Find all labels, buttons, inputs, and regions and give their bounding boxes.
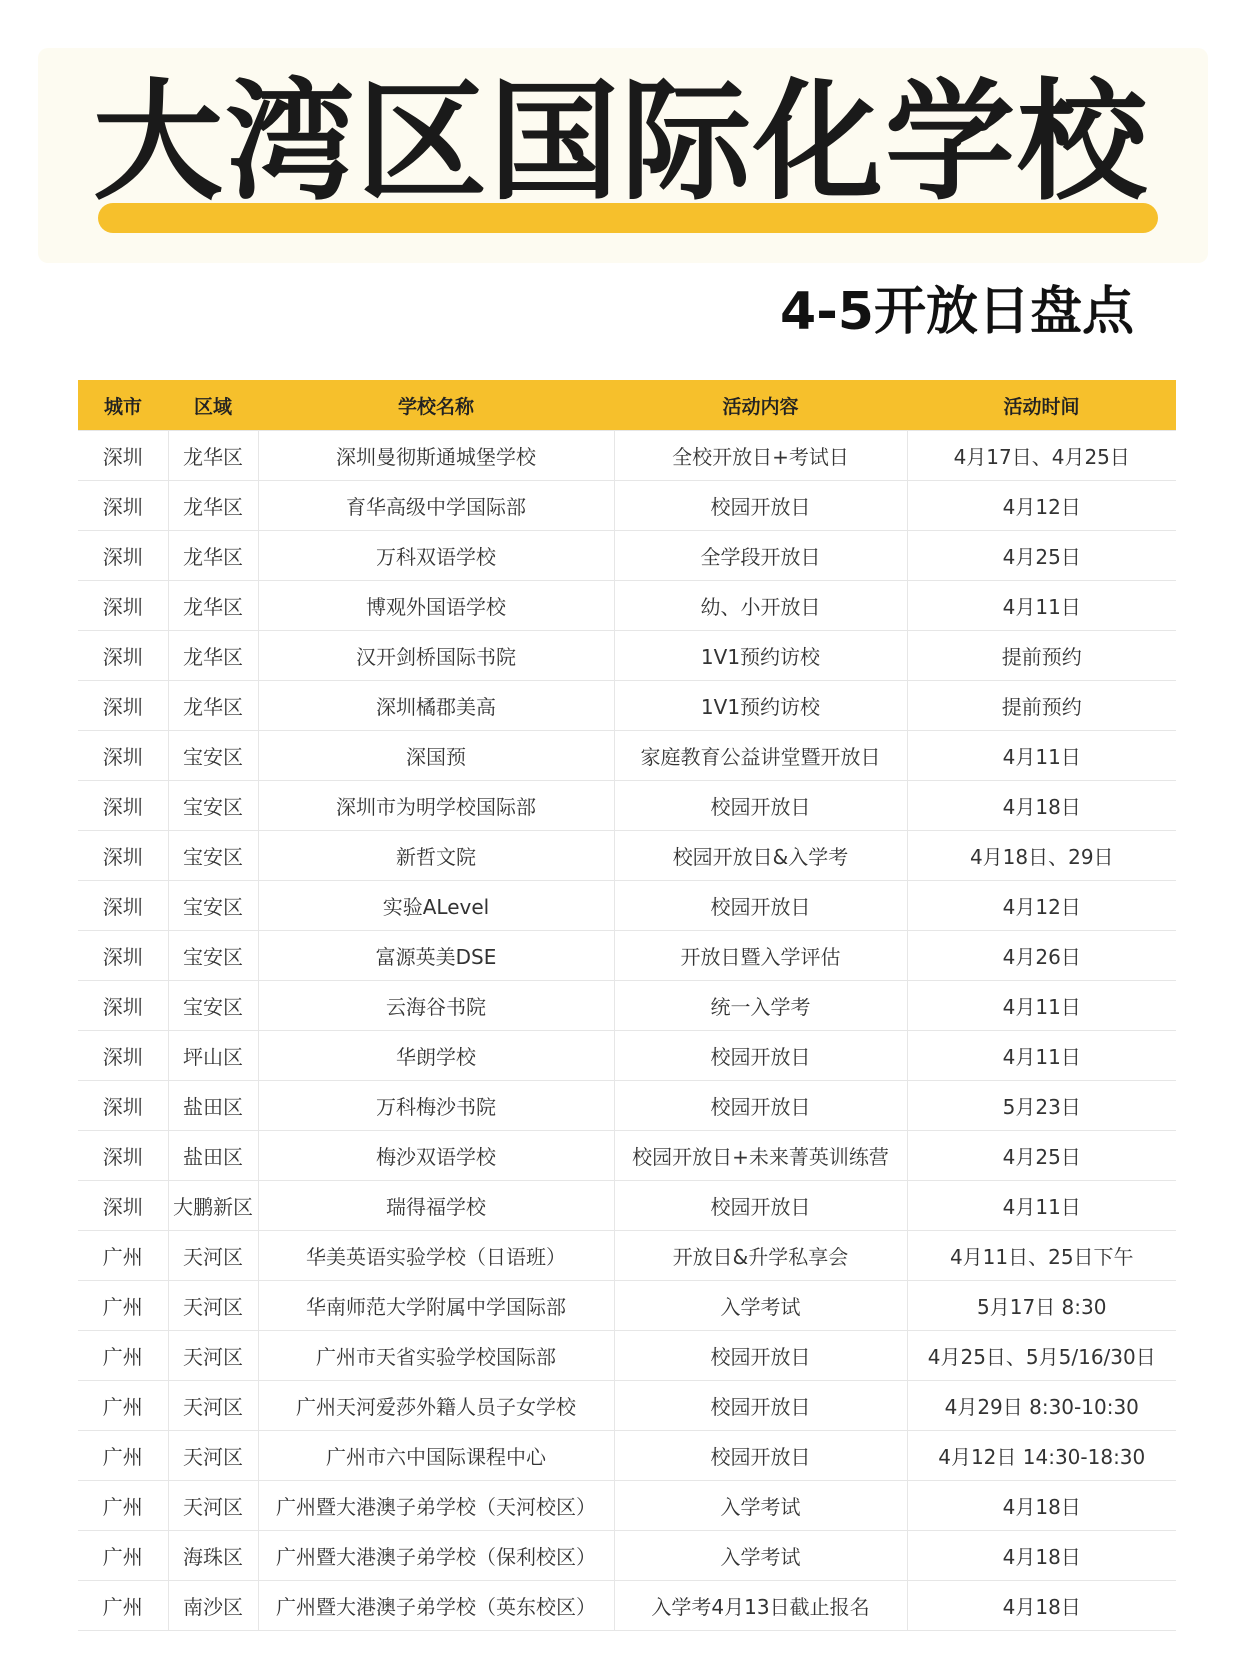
cell-school-name: 广州暨大港澳子弟学校（英东校区）: [258, 1581, 614, 1631]
cell-time: 4月18日: [907, 1531, 1176, 1581]
cell-time: 4月11日: [907, 581, 1176, 631]
cell-city: 广州: [78, 1581, 168, 1631]
cell-district: 宝安区: [168, 781, 258, 831]
cell-school-name: 万科双语学校: [258, 531, 614, 581]
cell-activity: 开放日&升学私享会: [614, 1231, 907, 1281]
table-row: [78, 1181, 1176, 1231]
cell-time: 4月12日: [907, 481, 1176, 531]
header-district: 区域: [168, 380, 258, 431]
cell-time: 提前预约: [907, 631, 1176, 681]
header-activity: 活动内容: [614, 380, 907, 431]
cell-city: 深圳: [78, 731, 168, 781]
cell-city: 深圳: [78, 631, 168, 681]
cell-school-name: 汉开剑桥国际书院: [258, 631, 614, 681]
table-body: [78, 431, 1176, 1631]
cell-city: 深圳: [78, 531, 168, 581]
cell-time: 4月18日: [907, 781, 1176, 831]
cell-activity: 入学考试: [614, 1531, 907, 1581]
cell-activity: 1V1预约访校: [614, 681, 907, 731]
cell-activity: 校园开放日: [614, 481, 907, 531]
cell-time: 4月11日、25日下午: [907, 1231, 1176, 1281]
cell-city: 广州: [78, 1431, 168, 1481]
page-subtitle: 4-5开放日盘点: [780, 282, 1134, 342]
table-row: [78, 1331, 1176, 1381]
cell-city: 广州: [78, 1331, 168, 1381]
cell-district: 天河区: [168, 1281, 258, 1331]
page-title: 大湾区国际化学校: [92, 66, 1149, 218]
cell-time: 提前预约: [907, 681, 1176, 731]
cell-city: 深圳: [78, 481, 168, 531]
table-row: [78, 631, 1176, 681]
table-row: [78, 1431, 1176, 1481]
cell-city: 深圳: [78, 781, 168, 831]
table-row: [78, 1381, 1176, 1431]
cell-activity: 校园开放日: [614, 1331, 907, 1381]
cell-city: 深圳: [78, 981, 168, 1031]
table-row: [78, 1281, 1176, 1331]
cell-activity: 入学考4月13日截止报名: [614, 1581, 907, 1631]
cell-city: 广州: [78, 1481, 168, 1531]
table-row: [78, 1531, 1176, 1581]
header-city: 城市: [78, 380, 168, 431]
cell-district: 南沙区: [168, 1581, 258, 1631]
cell-city: 深圳: [78, 1031, 168, 1081]
cell-district: 龙华区: [168, 581, 258, 631]
cell-school-name: 广州暨大港澳子弟学校（保利校区）: [258, 1531, 614, 1581]
table-row: [78, 1231, 1176, 1281]
cell-school-name: 深国预: [258, 731, 614, 781]
cell-district: 天河区: [168, 1481, 258, 1531]
cell-time: 4月25日、5月5/16/30日: [907, 1331, 1176, 1381]
cell-district: 龙华区: [168, 531, 258, 581]
cell-district: 龙华区: [168, 431, 258, 481]
table-row: [78, 431, 1176, 481]
table-row: [78, 1481, 1176, 1531]
cell-activity: 入学考试: [614, 1481, 907, 1531]
cell-city: 深圳: [78, 1081, 168, 1131]
table-row: [78, 831, 1176, 881]
cell-district: 天河区: [168, 1381, 258, 1431]
cell-city: 广州: [78, 1381, 168, 1431]
cell-city: 深圳: [78, 831, 168, 881]
table-row: [78, 781, 1176, 831]
cell-city: 深圳: [78, 881, 168, 931]
table-row: [78, 1581, 1176, 1631]
table-row: [78, 881, 1176, 931]
cell-activity: 幼、小开放日: [614, 581, 907, 631]
cell-school-name: 华美英语实验学校（日语班）: [258, 1231, 614, 1281]
table-row: [78, 481, 1176, 531]
cell-school-name: 万科梅沙书院: [258, 1081, 614, 1131]
cell-district: 宝安区: [168, 931, 258, 981]
cell-district: 龙华区: [168, 481, 258, 531]
cell-time: 4月26日: [907, 931, 1176, 981]
table-row: [78, 931, 1176, 981]
cell-activity: 开放日暨入学评估: [614, 931, 907, 981]
cell-school-name: 广州市六中国际课程中心: [258, 1431, 614, 1481]
cell-time: 4月12日 14:30-18:30: [907, 1431, 1176, 1481]
cell-school-name: 云海谷书院: [258, 981, 614, 1031]
header-school-name: 学校名称: [258, 380, 614, 431]
cell-time: 5月17日 8:30: [907, 1281, 1176, 1331]
cell-time: 4月12日: [907, 881, 1176, 931]
table-row: [78, 531, 1176, 581]
cell-school-name: 育华高级中学国际部: [258, 481, 614, 531]
cell-activity: 校园开放日+未来菁英训练营: [614, 1131, 907, 1181]
cell-school-name: 深圳市为明学校国际部: [258, 781, 614, 831]
cell-district: 龙华区: [168, 681, 258, 731]
cell-district: 天河区: [168, 1331, 258, 1381]
table-row: [78, 1081, 1176, 1131]
table-row: [78, 1131, 1176, 1181]
cell-school-name: 博观外国语学校: [258, 581, 614, 631]
cell-activity: 校园开放日: [614, 1431, 907, 1481]
cell-school-name: 瑞得福学校: [258, 1181, 614, 1231]
cell-school-name: 广州天河爱莎外籍人员子女学校: [258, 1381, 614, 1431]
cell-activity: 1V1预约访校: [614, 631, 907, 681]
cell-city: 广州: [78, 1231, 168, 1281]
cell-district: 天河区: [168, 1231, 258, 1281]
cell-school-name: 深圳曼彻斯通城堡学校: [258, 431, 614, 481]
table-row: [78, 581, 1176, 631]
cell-school-name: 富源英美DSE: [258, 931, 614, 981]
cell-district: 海珠区: [168, 1531, 258, 1581]
cell-time: 4月11日: [907, 1031, 1176, 1081]
cell-time: 4月17日、4月25日: [907, 431, 1176, 481]
cell-time: 4月25日: [907, 1131, 1176, 1181]
cell-district: 宝安区: [168, 881, 258, 931]
table-row: [78, 731, 1176, 781]
cell-time: 4月25日: [907, 531, 1176, 581]
cell-time: 4月11日: [907, 1181, 1176, 1231]
cell-school-name: 新哲文院: [258, 831, 614, 881]
table-row: [78, 681, 1176, 731]
table-header-row: [78, 380, 1176, 431]
cell-school-name: 深圳橘郡美高: [258, 681, 614, 731]
cell-school-name: 梅沙双语学校: [258, 1131, 614, 1181]
cell-city: 深圳: [78, 1181, 168, 1231]
cell-city: 深圳: [78, 681, 168, 731]
cell-district: 盐田区: [168, 1081, 258, 1131]
cell-activity: 校园开放日: [614, 881, 907, 931]
cell-district: 龙华区: [168, 631, 258, 681]
cell-activity: 校园开放日: [614, 781, 907, 831]
cell-district: 天河区: [168, 1431, 258, 1481]
table-row: [78, 1031, 1176, 1081]
cell-school-name: 广州暨大港澳子弟学校（天河校区）: [258, 1481, 614, 1531]
cell-activity: 统一入学考: [614, 981, 907, 1031]
cell-time: 4月11日: [907, 731, 1176, 781]
cell-district: 大鹏新区: [168, 1181, 258, 1231]
cell-time: 5月23日: [907, 1081, 1176, 1131]
header-time: 活动时间: [907, 380, 1176, 431]
cell-activity: 校园开放日: [614, 1181, 907, 1231]
cell-city: 广州: [78, 1281, 168, 1331]
cell-activity: 校园开放日&入学考: [614, 831, 907, 881]
cell-district: 坪山区: [168, 1031, 258, 1081]
cell-activity: 校园开放日: [614, 1081, 907, 1131]
cell-district: 盐田区: [168, 1131, 258, 1181]
cell-city: 深圳: [78, 931, 168, 981]
cell-school-name: 实验ALevel: [258, 881, 614, 931]
cell-city: 深圳: [78, 581, 168, 631]
cell-school-name: 华南师范大学附属中学国际部: [258, 1281, 614, 1331]
cell-activity: 校园开放日: [614, 1031, 907, 1081]
cell-city: 深圳: [78, 1131, 168, 1181]
cell-city: 深圳: [78, 431, 168, 481]
cell-city: 广州: [78, 1531, 168, 1581]
table-row: [78, 981, 1176, 1031]
cell-district: 宝安区: [168, 731, 258, 781]
cell-activity: 全学段开放日: [614, 531, 907, 581]
cell-activity: 家庭教育公益讲堂暨开放日: [614, 731, 907, 781]
cell-school-name: 华朗学校: [258, 1031, 614, 1081]
cell-activity: 入学考试: [614, 1281, 907, 1331]
cell-time: 4月18日: [907, 1481, 1176, 1531]
cell-time: 4月18日、29日: [907, 831, 1176, 881]
cell-activity: 校园开放日: [614, 1381, 907, 1431]
cell-activity: 全校开放日+考试日: [614, 431, 907, 481]
cell-time: 4月29日 8:30-10:30: [907, 1381, 1176, 1431]
cell-time: 4月18日: [907, 1581, 1176, 1631]
cell-time: 4月11日: [907, 981, 1176, 1031]
cell-school-name: 广州市天省实验学校国际部: [258, 1331, 614, 1381]
open-day-table: [78, 380, 1176, 1631]
cell-district: 宝安区: [168, 981, 258, 1031]
cell-district: 宝安区: [168, 831, 258, 881]
